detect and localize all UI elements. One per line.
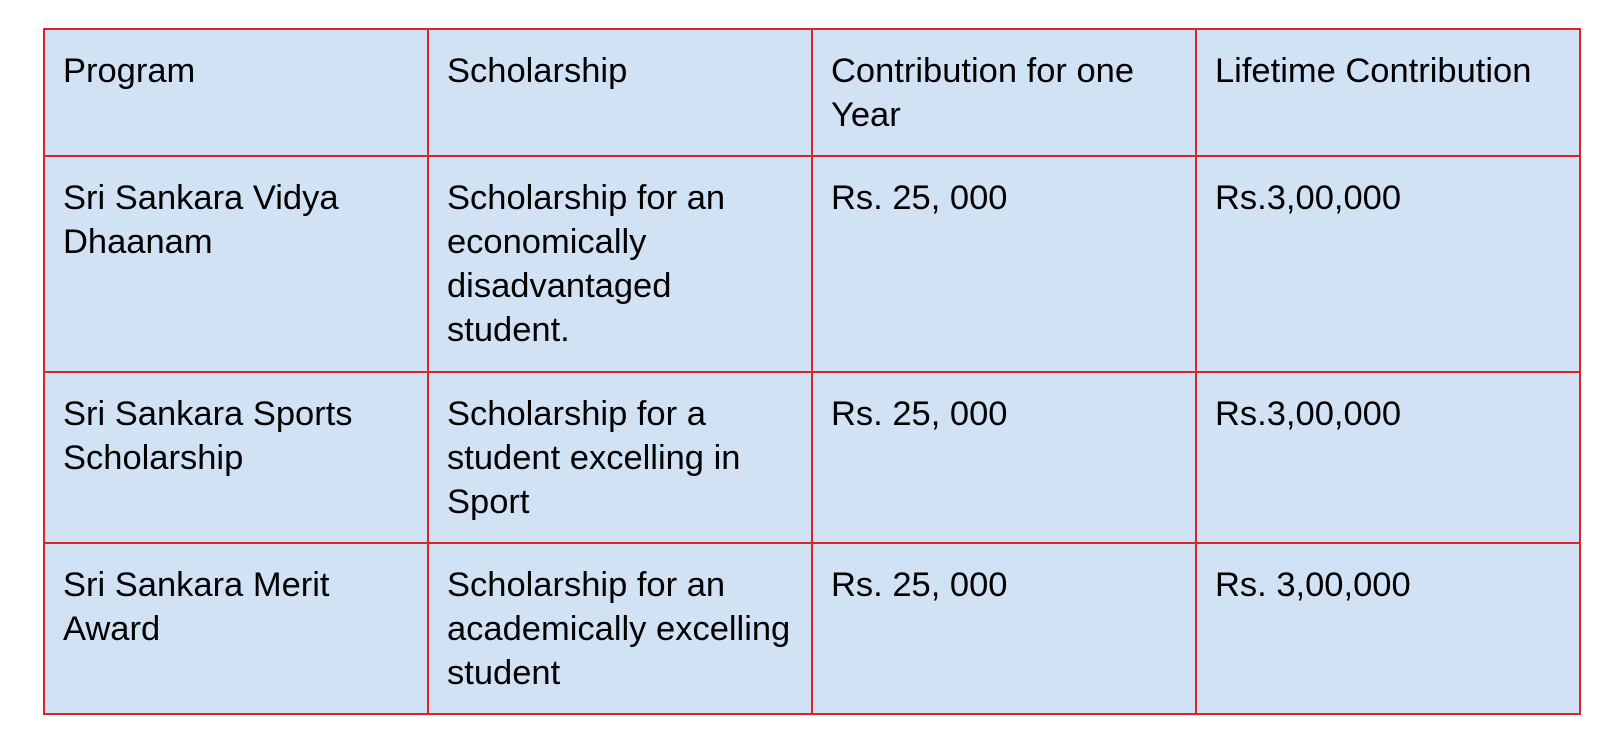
header-scholarship: Scholarship: [428, 29, 812, 156]
header-contribution-one-year: Contribution for one Year: [812, 29, 1196, 156]
cell-program: Sri Sankara Sports Scholarship: [44, 372, 428, 543]
cell-contribution-one-year: Rs. 25, 000: [812, 543, 1196, 714]
cell-contribution-one-year: Rs. 25, 000: [812, 372, 1196, 543]
table-row: [44, 543, 1580, 714]
header-lifetime-contribution: Lifetime Contribution: [1196, 29, 1580, 156]
cell-lifetime-contribution: Rs.3,00,000: [1196, 156, 1580, 372]
cell-program: Sri Sankara Merit Award: [44, 543, 428, 714]
header-program: Program: [44, 29, 428, 156]
cell-program: Sri Sankara Vidya Dhaanam: [44, 156, 428, 372]
cell-contribution-one-year: Rs. 25, 000: [812, 156, 1196, 372]
table-row: [44, 372, 1580, 543]
cell-scholarship: Scholarship for a student excelling in Sport: [428, 372, 812, 543]
cell-scholarship: Scholarship for an academically excelling student: [428, 543, 812, 714]
scholarship-table: [43, 28, 1581, 715]
table-header-row: [44, 29, 1580, 156]
cell-lifetime-contribution: Rs.3,00,000: [1196, 372, 1580, 543]
cell-lifetime-contribution: Rs. 3,00,000: [1196, 543, 1580, 714]
cell-scholarship: Scholarship for an economically disadvantaged student.: [428, 156, 812, 372]
table-row: [44, 156, 1580, 372]
